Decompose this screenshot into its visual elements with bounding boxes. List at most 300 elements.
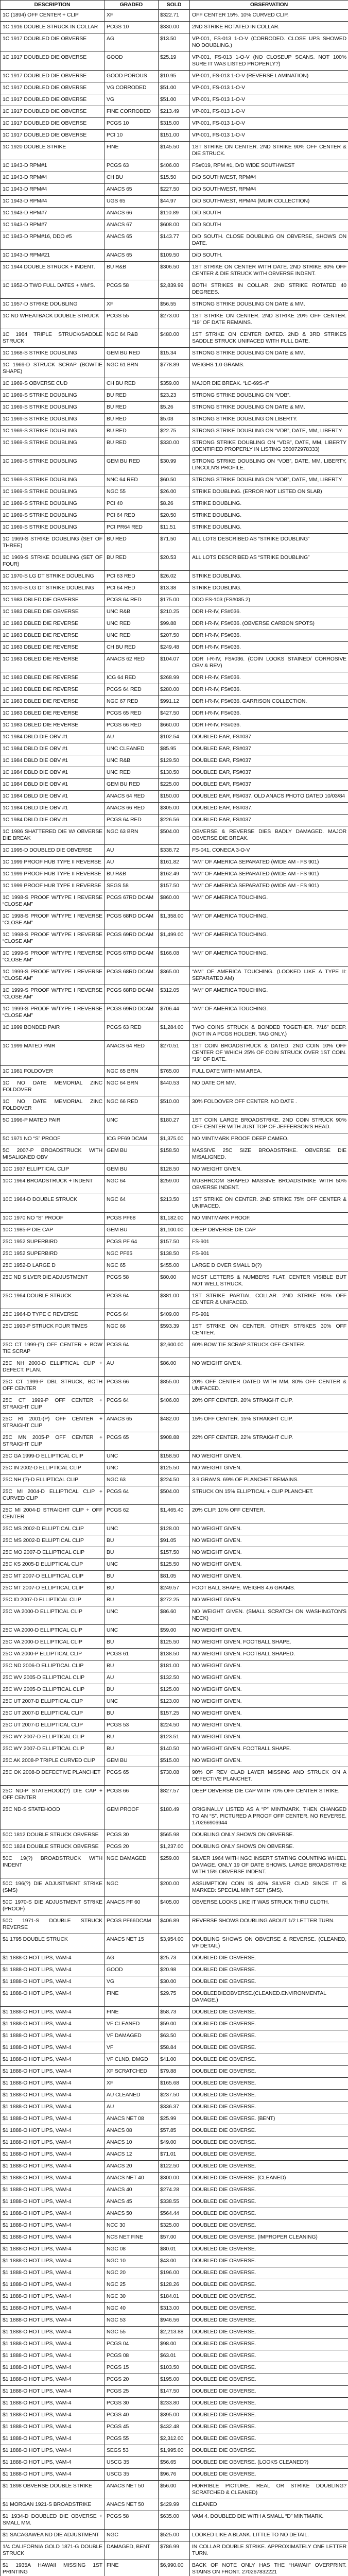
graded-cell: PCGS 68RD DCAM: [105, 967, 159, 985]
sold-price-cell: $10.95: [159, 71, 190, 82]
description-cell: $1 1888-O HOT LIPS, VAM-4: [1, 2457, 105, 2469]
graded-cell: PCGS 58: [105, 280, 159, 299]
sold-price-cell: $157.50: [159, 1236, 190, 1248]
description-cell: 25C MO 2007-D ELLIPTICAL CLIP: [1, 1547, 105, 1559]
graded-cell: ANACS 65: [105, 250, 159, 262]
observation-cell: NO WEIGHT GIVEN.: [190, 1720, 348, 1732]
observation-cell: D/D SOUTH.: [190, 250, 348, 262]
observation-cell: 1ST STRIKE ON CENTER. OTHER STRIKES 30% OFF CENTER.: [190, 1321, 348, 1340]
table-row: [1, 522, 348, 534]
sold-price-cell: $91.05: [159, 1535, 190, 1547]
table-row: [1, 1595, 348, 1606]
graded-cell: UNC: [105, 1625, 159, 1637]
sold-price-cell: $81.05: [159, 1571, 190, 1583]
description-cell: 25C 1964 DOUBLE STRUCK: [1, 1291, 105, 1309]
sold-price-cell: $270.51: [159, 1041, 190, 1066]
graded-cell: BU RED: [105, 534, 159, 552]
graded-cell: USCG 35: [105, 2457, 159, 2469]
sold-price-cell: $138.50: [159, 1248, 190, 1260]
observation-cell: NO WEIGHT GIVEN.: [190, 1672, 348, 1684]
header-row: [1, 1, 348, 10]
observation-cell: VP-001, FS-013 1-O-V: [190, 130, 348, 142]
sold-price-cell: $249.57: [159, 1583, 190, 1595]
graded-cell: PCGS 64 RED: [105, 815, 159, 826]
observation-cell: DDR I-R-IV, FS#036.: [190, 720, 348, 732]
sold-price-cell: $213.50: [159, 1194, 190, 1213]
graded-cell: ANACS 10: [105, 2137, 159, 2149]
table-row: [1, 1988, 348, 2007]
sold-price-cell: $330.00: [159, 437, 190, 456]
observation-cell: DDR I-R-IV, FS#036.: [190, 672, 348, 684]
observation-cell: CLEANED: [190, 2499, 348, 2511]
table-row: [1, 606, 348, 618]
observation-cell: DOUBLED DIE OBVERSE.: [190, 2019, 348, 2030]
sold-price-cell: $49.00: [159, 2137, 190, 2149]
observation-cell: DDR I-R-IV, FS#036.: [190, 606, 348, 618]
observation-cell: NO WEIGHT GIVEN.: [190, 1358, 348, 1377]
observation-cell: DOUBLED DIE OBVERSE.: [190, 2149, 348, 2161]
table-row: [1, 571, 348, 583]
table-row: [1, 1225, 348, 1236]
description-cell: $1 1888-O HOT LIPS, VAM-4: [1, 2469, 105, 2481]
sold-price-cell: $6,990.00: [159, 2560, 190, 2576]
sold-price-cell: $405.00: [159, 1897, 190, 1916]
description-cell: 1C (1894) OFF CENTER + CLIP: [1, 10, 105, 22]
sold-price-cell: $991.12: [159, 696, 190, 708]
sold-price-cell: $147.50: [159, 2386, 190, 2398]
sold-price-cell: $138.50: [159, 1649, 190, 1660]
graded-cell: GEM BU: [105, 1755, 159, 1767]
sold-price-cell: $56.65: [159, 2457, 190, 2469]
graded-cell: PCGS 64 RED: [105, 595, 159, 606]
sold-price-cell: $1,358.00: [159, 911, 190, 929]
description-cell: 1C 1943-D RPM#7: [1, 219, 105, 231]
description-cell: 1C 1957-D STRIKE DOUBLING: [1, 299, 105, 311]
observation-cell: FULL DATE WITH MM AREA.: [190, 1066, 348, 1078]
table-row: [1, 1853, 348, 1878]
observation-cell: STRIKE DOUBLING.: [190, 522, 348, 534]
table-row: [1, 985, 348, 1004]
description-cell: 50C 19(?) BROADSTRUCK WITH INDENT: [1, 1853, 105, 1878]
observation-cell: DOUBLING ONLY SHOWS ON OBVERSE.: [190, 1841, 348, 1853]
sold-price-cell: $157.50: [159, 1547, 190, 1559]
sold-price-cell: $26.00: [159, 486, 190, 498]
graded-cell: BU: [105, 1535, 159, 1547]
observation-cell: DOUBLED DIE OBVERSE.: [190, 2469, 348, 2481]
description-cell: $1 1888-O HOT LIPS, VAM-4: [1, 1953, 105, 1964]
observation-cell: MASSIVE 25C SIZE BROADSTRIKE. OBVERSE DIE MISALIGNED.: [190, 1145, 348, 1164]
description-cell: 25C VA 2000-D ELLIPTICAL CLIP: [1, 1625, 105, 1637]
graded-cell: GEM PROOF: [105, 1804, 159, 1829]
observation-cell: STRONG STRIKE DOUBLING ON “VDB”, DATE, MM, LIBERTY, LINCOLN'S PROFILE.: [190, 456, 348, 474]
graded-cell: NGC 63: [105, 1475, 159, 1486]
sold-price-cell: $109.50: [159, 250, 190, 262]
table-row: [1, 708, 348, 720]
graded-cell: GOOD: [105, 52, 159, 71]
graded-cell: NGC 63 BRN: [105, 826, 159, 845]
graded-cell: GEM BU RED: [105, 348, 159, 360]
table-row: [1, 2161, 348, 2173]
graded-cell: PCGS 62: [105, 1505, 159, 1523]
table-row: [1, 280, 348, 299]
graded-cell: GEM BU RED: [105, 779, 159, 791]
observation-cell: “AM” OF AMERICA TOUCHING.: [190, 948, 348, 967]
observation-cell: STRONG STRIKE DOUBLING ON DATE & MM.: [190, 402, 348, 414]
description-cell: 1C 1999 PROOF HUB TYPE II REVERSE: [1, 857, 105, 869]
sold-price-cell: $57.85: [159, 2125, 190, 2137]
graded-cell: NGC 65 BRN: [105, 1066, 159, 1078]
sold-price-cell: $25.19: [159, 52, 190, 71]
table-row: [1, 1340, 348, 1358]
sold-price-cell: $305.00: [159, 803, 190, 815]
observation-cell: DEEP OBVERSE DIE CAP WITH 70% OFF CENTER STRIKE.: [190, 1786, 348, 1804]
observation-cell: STRIKE DOUBLING.: [190, 571, 348, 583]
observation-cell: DOUBLED DIE OBVERSE.: [190, 2208, 348, 2220]
table-row: [1, 2267, 348, 2279]
observation-cell: DOUBLED DIE OBVERSE.: [190, 2184, 348, 2196]
graded-cell: FINE CORRODED: [105, 106, 159, 118]
table-row: [1, 2499, 348, 2511]
sold-price-cell: $272.25: [159, 1595, 190, 1606]
sold-price-cell: $25.73: [159, 1953, 190, 1964]
header-graded: GRADED: [105, 1, 159, 10]
observation-cell: VP-001, FS-013 1-O-V: [190, 118, 348, 130]
graded-cell: NGC 55: [105, 2327, 159, 2338]
graded-cell: ANACS 67: [105, 219, 159, 231]
sold-price-cell: $145.50: [159, 142, 190, 160]
table-row: [1, 1878, 348, 1897]
graded-cell: NGC 53: [105, 2315, 159, 2327]
observation-cell: DOUBLED DIE OBVERSE.: [190, 2338, 348, 2350]
sold-price-cell: $157.25: [159, 1708, 190, 1720]
description-cell: $1 1888-O HOT LIPS, VAM-4: [1, 2291, 105, 2303]
graded-cell: PCI 10: [105, 130, 159, 142]
description-cell: $1 1888-O HOT LIPS, VAM-4: [1, 2338, 105, 2350]
table-row: [1, 595, 348, 606]
description-cell: 1C 1984 DBLD DIE OBV #1: [1, 815, 105, 826]
observation-cell: NO WEIGHT GIVEN. (SMALL SCRATCH ON WASHINGTON'S NECK): [190, 1606, 348, 1625]
description-cell: 1C 1969-S STRIKE DOUBLING (SET OF FOUR): [1, 552, 105, 571]
graded-cell: AG: [105, 33, 159, 52]
observation-cell: DOUBLED DIE OBVERSE.: [190, 2042, 348, 2054]
graded-cell: NGC 66 RED: [105, 1096, 159, 1115]
graded-cell: ANACS PF 60: [105, 1897, 159, 1916]
observation-cell: DOUBLED DIE OBVERSE.: [190, 1953, 348, 1964]
graded-cell: PCGS 15: [105, 2362, 159, 2374]
description-cell: 1C 1970-S LG DT STRIKE DOUBLING: [1, 571, 105, 583]
table-row: [1, 929, 348, 948]
graded-cell: BU: [105, 1660, 159, 1672]
description-cell: $1 1935A HAWAII MISSING 1ST PRINTING: [1, 2560, 105, 2576]
graded-cell: XF: [105, 299, 159, 311]
sold-price-cell: $110.89: [159, 208, 190, 219]
table-row: [1, 414, 348, 426]
sold-price-cell: $44.97: [159, 196, 190, 208]
graded-cell: PCGS 20: [105, 2374, 159, 2386]
table-row: [1, 2208, 348, 2220]
sold-price-cell: $13.50: [159, 33, 190, 52]
sold-price-cell: $58.84: [159, 2042, 190, 2054]
observation-cell: DOUBLED DIE OBVERSE.: [190, 1976, 348, 1988]
sold-price-cell: $504.00: [159, 826, 190, 845]
observation-cell: ASSUMPTION COIN IS 40% SILVER CLAD SINCE IT IS MARKED: SPECIAL MINT SET (SMS).: [190, 1878, 348, 1897]
graded-cell: ANACS 65: [105, 184, 159, 196]
sold-price-cell: $300.00: [159, 2173, 190, 2184]
sold-price-cell: $63.01: [159, 2350, 190, 2362]
graded-cell: UNC R&B: [105, 606, 159, 618]
sold-price-cell: $71.50: [159, 534, 190, 552]
graded-cell: AU: [105, 1358, 159, 1377]
sold-price-cell: $207.50: [159, 630, 190, 642]
graded-cell: UNC RED: [105, 618, 159, 630]
sold-price-cell: $330.00: [159, 22, 190, 33]
sold-price-cell: $593.39: [159, 1321, 190, 1340]
table-row: [1, 2007, 348, 2019]
description-cell: 25C ND SILVER DIE ADJUSTMENT: [1, 1272, 105, 1291]
description-cell: 1C 1969-S STRIKE DOUBLING: [1, 486, 105, 498]
description-cell: 25C ND 2006-D ELLIPTICAL CLIP: [1, 1660, 105, 1672]
graded-cell: VF DAMAGED: [105, 2030, 159, 2042]
graded-cell: ANACS NET 40: [105, 2173, 159, 2184]
observation-cell: MOST LETTERS & NUMBERS FLAT. CENTER VISIBLE BUT NOT WELL STRUCK.: [190, 1272, 348, 1291]
description-cell: 25C WY 2007-D ELLIPTICAL CLIP: [1, 1732, 105, 1743]
table-row: [1, 1571, 348, 1583]
graded-cell: PCGS 67RD DCAM: [105, 892, 159, 911]
observation-cell: DOUBLED EAR, FS#037: [190, 779, 348, 791]
sold-price-cell: $85.95: [159, 743, 190, 755]
sold-price-cell: $13.38: [159, 583, 190, 595]
table-row: [1, 2398, 348, 2410]
observation-cell: 1ST STRIKE ON CENTER. 2ND STRIKE 75% OFF CENTER & UNIFACED.: [190, 1194, 348, 1213]
table-row: [1, 184, 348, 196]
observation-cell: DOUBLED DIE OBVERSE.: [190, 2362, 348, 2374]
observation-cell: D/D SOUTHWEST, RPM#4: [190, 172, 348, 184]
table-row: [1, 2078, 348, 2090]
graded-cell: NGC 61 BRN: [105, 360, 159, 378]
table-row: [1, 1272, 348, 1291]
table-row: [1, 2541, 348, 2560]
table-body: [1, 10, 348, 2576]
graded-cell: AG: [105, 1953, 159, 1964]
observation-cell: D/D SOUTH: [190, 219, 348, 231]
observation-cell: SILVER 1964 WITH NGC INSERT STATING COUNTING WHEEL DAMAGE. ONLY 19 OF DATE SHOWS. LARGE BROADSTRIKE WITH 15% OBVERSE INDENT.: [190, 1853, 348, 1878]
description-cell: $1 1795 DOUBLE STRUCK: [1, 1934, 105, 1953]
graded-cell: GEM BU: [105, 1164, 159, 1176]
sold-price-cell: $946.56: [159, 2315, 190, 2327]
observation-cell: FOOT BALL SHAPE. WEIGHS 4.6 GRAMS.: [190, 1583, 348, 1595]
table-row: [1, 1916, 348, 1934]
description-cell: 1C 1983 DBLED DIE REVERSE: [1, 630, 105, 642]
observation-cell: STRONG STRIKE DOUBLING ON “VDB”, DATE, MM, LIBERTY.: [190, 426, 348, 437]
sold-price-cell: $58.73: [159, 2007, 190, 2019]
description-cell: 25C MT 2007-D ELLIPTICAL CLIP: [1, 1571, 105, 1583]
table-row: [1, 2350, 348, 2362]
graded-cell: BU: [105, 1637, 159, 1649]
graded-cell: PCGS 64: [105, 1340, 159, 1358]
sold-price-cell: $165.68: [159, 2078, 190, 2090]
observation-cell: STRONG STRIKE DOUBLING ON “VDB”, DATE, MM, LIBERTY (IDENTIFIED PROPERLY IN LISTING 350072978333): [190, 437, 348, 456]
description-cell: 1C 1995-D DOUBLED DIE OBVERSE: [1, 845, 105, 857]
graded-cell: PCGS 58: [105, 1272, 159, 1291]
description-cell: 25C AK 2008-P TRIPLE CURVED CLIP: [1, 1755, 105, 1767]
table-row: [1, 1732, 348, 1743]
graded-cell: UNC: [105, 1523, 159, 1535]
sold-price-cell: $157.50: [159, 880, 190, 892]
sold-price-cell: $86.60: [159, 1606, 190, 1625]
description-cell: $1 1888-O HOT LIPS, VAM-4: [1, 1988, 105, 2007]
table-row: [1, 2338, 348, 2350]
observation-cell: 90% OF REV CLAD LAYER MISSING AND STRUCK ON A DEFECTIVE PLANCHET.: [190, 1767, 348, 1786]
table-row: [1, 1475, 348, 1486]
table-row: [1, 1720, 348, 1732]
graded-cell: BU RED: [105, 414, 159, 426]
table-row: [1, 2315, 348, 2327]
table-row: [1, 2457, 348, 2469]
table-row: [1, 826, 348, 845]
table-header: [1, 1, 348, 10]
table-row: [1, 1236, 348, 1248]
observation-cell: NO WEIGHT GIVEN.: [190, 1451, 348, 1463]
sold-price-cell: $15.50: [159, 172, 190, 184]
observation-cell: D/D SOUTH: [190, 208, 348, 219]
description-cell: $1 1888-O HOT LIPS, VAM-4: [1, 2137, 105, 2149]
table-row: [1, 1451, 348, 1463]
observation-cell: STRONG STRIKE DOUBLING ON DATE & MM.: [190, 299, 348, 311]
description-cell: 1C NO DATE MEMORIAL ZINC FOLDOVER: [1, 1096, 105, 1115]
sold-price-cell: $71.01: [159, 2149, 190, 2161]
graded-cell: PCGS 20: [105, 1841, 159, 1853]
observation-cell: DOUBLING SHOWS ON OBVERSE & REVERSE. (CLEANED, VF DETAIL): [190, 1934, 348, 1953]
observation-cell: STRONG STRIKE DOUBLING ON “VDB”.: [190, 390, 348, 402]
table-row: [1, 437, 348, 456]
table-row: [1, 630, 348, 642]
observation-cell: OBVERSE LOOKS LIKE IT WAS STRUCK THRU CLOTH.: [190, 1897, 348, 1916]
sold-price-cell: $41.00: [159, 2054, 190, 2066]
table-row: [1, 1505, 348, 1523]
table-row: [1, 1133, 348, 1145]
observation-cell: NO WEIGHT GIVEN.: [190, 1547, 348, 1559]
description-cell: 1C 1998-S PROOF W/TYPE I REVERSE “CLOSE AM”: [1, 911, 105, 929]
graded-cell: PCGS 65: [105, 1432, 159, 1451]
sold-price-cell: $315.00: [159, 118, 190, 130]
observation-cell: HORRIBLE PICTURE. REAL OR STRIKE DOUBLING? SCRATCHED & CLEANED): [190, 2481, 348, 2499]
table-row: [1, 2090, 348, 2102]
graded-cell: NGC PF65: [105, 1248, 159, 1260]
description-cell: 1C 1984 DBLD DIE OBV #1: [1, 779, 105, 791]
description-cell: 25C 1993-P STRUCK FOUR TIMES: [1, 1321, 105, 1340]
observation-cell: “AM” OF AMERICA SEPARATED (WIDE AM - FS 901): [190, 880, 348, 892]
sold-price-cell: $128.26: [159, 2279, 190, 2291]
sold-price-cell: $125.50: [159, 1637, 190, 1649]
table-row: [1, 1672, 348, 1684]
sold-price-cell: $3,954.00: [159, 1934, 190, 1953]
sold-price-cell: $143.77: [159, 231, 190, 250]
table-row: [1, 1309, 348, 1321]
observation-cell: D/D SOUTHWEST, RPM#4 (MUIR COLLECTION): [190, 196, 348, 208]
table-row: [1, 1291, 348, 1309]
observation-cell: NO MINTMARK PROOF.: [190, 1213, 348, 1225]
observation-cell: VAM 4. DOUBLED DIE WITH A SMALL “D” MINTMARK.: [190, 2511, 348, 2530]
observation-cell: DOUBLEDDIEOBVERSE.(CLEANED.ENVIRONMENTAL DAMAGE.): [190, 1988, 348, 2007]
graded-cell: BU R&B: [105, 869, 159, 880]
description-cell: 50C 1970-S DIE ADJUSTMENT STRIKE (PROOF): [1, 1897, 105, 1916]
graded-cell: PCGS 30: [105, 2398, 159, 2410]
sold-price-cell: $249.48: [159, 642, 190, 654]
observation-cell: DOUBLED DIE OBVERSE.: [190, 2291, 348, 2303]
table-row: [1, 857, 348, 869]
observation-cell: VP-001, FS-013 1-O-V (CORRODED. CLOSE UPS SHOWED NO DOUBLING.): [190, 33, 348, 52]
description-cell: 10C 1970 NO “S” PROOF: [1, 1213, 105, 1225]
sold-price-cell: $158.50: [159, 1145, 190, 1164]
table-row: [1, 219, 348, 231]
description-cell: 25C MS 2002-D ELLIPTICAL CLIP: [1, 1535, 105, 1547]
graded-cell: VG: [105, 1976, 159, 1988]
graded-cell: PCGS PF68: [105, 1213, 159, 1225]
table-row: [1, 1743, 348, 1755]
sold-price-cell: $1,375.00: [159, 1133, 190, 1145]
graded-cell: GOOD POROUS: [105, 71, 159, 82]
observation-cell: 22% OFF CENTER. 22% STRAIGHT CLIP.: [190, 1432, 348, 1451]
graded-cell: PCGS 69RD DCAM: [105, 1004, 159, 1022]
table-row: [1, 2256, 348, 2267]
description-cell: 1C 1999-S PROOF W/TYPE I REVERSE “CLOSE AM”: [1, 967, 105, 985]
graded-cell: CH BU: [105, 172, 159, 184]
graded-cell: ICG PF69 DCAM: [105, 1133, 159, 1145]
observation-cell: NO WEIGHT GIVEN. FOOTBALL SHAPED.: [190, 1649, 348, 1660]
description-cell: 1C 1917 DOUBLED DIE OBVERSE: [1, 106, 105, 118]
description-cell: 1C 1983 DBLED DIE REVERSE: [1, 642, 105, 654]
graded-cell: ANACS 64 RED: [105, 1041, 159, 1066]
observation-cell: REVERSE SHOWS DOUBLING ABOUT 1/2 LETTER TURN.: [190, 1916, 348, 1934]
observation-cell: DOUBLED DIE OBVERSE.: [190, 2421, 348, 2433]
sold-price-cell: $427.50: [159, 708, 190, 720]
observation-cell: DOUBLING ONLY SHOWS ON OBVERSE.: [190, 1829, 348, 1841]
table-row: [1, 426, 348, 437]
sold-price-cell: $79.88: [159, 2066, 190, 2078]
sold-price-cell: $140.50: [159, 1743, 190, 1755]
table-row: [1, 118, 348, 130]
table-row: [1, 892, 348, 911]
sold-price-cell: $103.50: [159, 2362, 190, 2374]
description-cell: 1C 1917 DOUBLED DIE OBVERSE: [1, 118, 105, 130]
graded-cell: SEGS 58: [105, 880, 159, 892]
graded-cell: ANACS 45: [105, 2196, 159, 2208]
graded-cell: ANACS 08: [105, 2125, 159, 2137]
description-cell: 1C 1917 DOUBLED DIE OBVERSE: [1, 33, 105, 52]
description-cell: 1C NO DATE MEMORIAL ZINC FOLDOVER: [1, 1078, 105, 1096]
sold-price-cell: $30.99: [159, 456, 190, 474]
table-row: [1, 696, 348, 708]
graded-cell: AU: [105, 732, 159, 743]
table-row: [1, 1606, 348, 1625]
description-cell: 5C 2007-P BROADSTRUCK WITH MISALIGNED OBV: [1, 1145, 105, 1164]
table-row: [1, 1321, 348, 1340]
sold-price-cell: $635.00: [159, 2511, 190, 2530]
table-row: [1, 1213, 348, 1225]
description-cell: $1 1888-O HOT LIPS, VAM-4: [1, 2125, 105, 2137]
description-cell: $1 1888-O HOT LIPS, VAM-4: [1, 1976, 105, 1988]
graded-cell: NGC 66: [105, 1321, 159, 1340]
graded-cell: ANACS NET 50: [105, 2481, 159, 2499]
table-row: [1, 2374, 348, 2386]
observation-cell: ALL LOTS DESCRIBED AS “STRIKE DOUBLING”: [190, 552, 348, 571]
sold-price-cell: $233.80: [159, 2398, 190, 2410]
table-row: [1, 2196, 348, 2208]
observation-cell: “AM” OF AMERICA SEPARATED (WIDE AM - FS 901): [190, 857, 348, 869]
graded-cell: AU: [105, 857, 159, 869]
description-cell: $1 1888-O HOT LIPS, VAM-4: [1, 2303, 105, 2315]
description-cell: $1 1888-O HOT LIPS, VAM-4: [1, 2054, 105, 2066]
